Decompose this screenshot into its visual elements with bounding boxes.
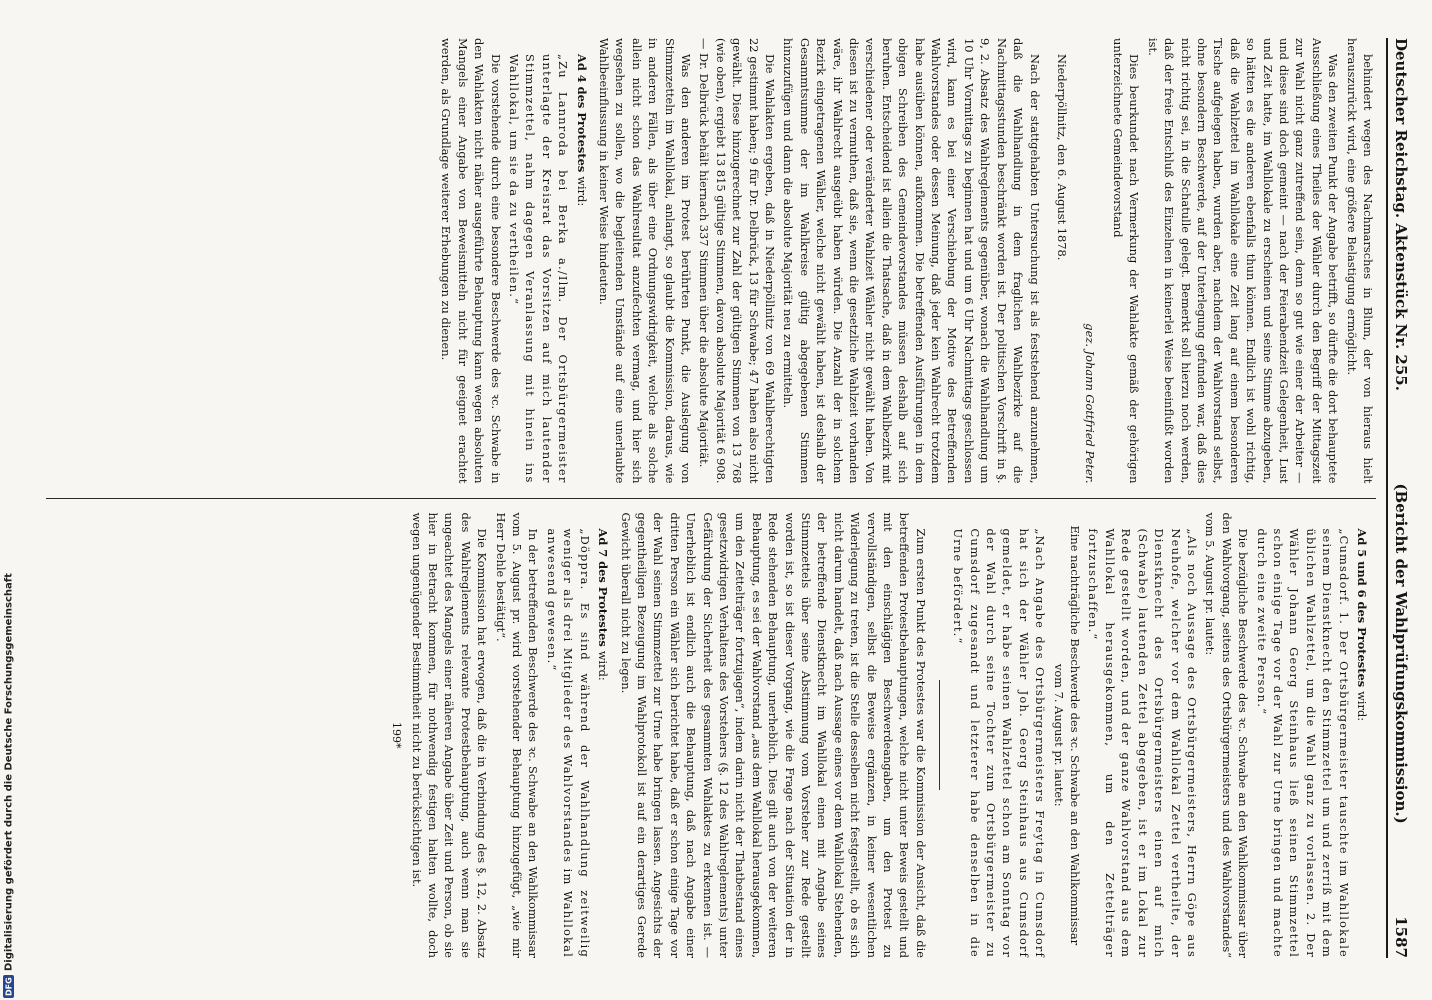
- protest-quote: „Cumsdorf. 1. Der Ortsbürgermeister tauschte im Wahllokale seinem Dienstknecht den Stimmzettel um und zerriß mit dem üblichen Wahlzettel, um die Wahl ganz zu vorlassen. 2. Der Wähler Johann Georg Steinhaus ließ seinen Stimmzettel schon einige Tage vor der Wahl zur Urne bringen und machte durch eine zweite Person.“: [1254, 528, 1351, 958]
- paragraph: Was den anderen im Protest berührten Punkt, die Auslegung von Stimmzetteln im Wahllokal, anlangt, so glaubt die Kommission, daraus, wie in anderen Fällen, als über eine Ordnungswidrigkeit, welche als solche allein nicht schon das Wahlresultat anzufechten vermag, und hier sich wegsehen zu sollen, wo die begleitenden Umstände auf eine unerlaubte Wahlbeeinflussung in keiner Weise hindeuten.: [596, 38, 693, 484]
- protest-quote: „Döppra. Es sind während der Wahlhandlung zeitweilig weniger als drei Mitglieder des Wahlvorstandes im Wahllokal anwesend gewesen.“: [544, 528, 592, 958]
- paragraph: Die Kommission hat erwogen, daß die in Verbindung des §. 12, 2. Absatz des Wahlreglements relevante Protestbehauptung, auch wenn man sie ungeachtet des Mangels einer näheren Angabe über Zeit und Person, ob sie hier in Betracht kommen, für nothwendig festigen halten wollte, doch wegen ungenügender Bestimmtheit nicht zu berücksichtigen ist.: [409, 512, 490, 958]
- paragraph: Was den zweiten Punkt der Angabe betrifft, so dürfte die dort behauptete Ausschließung eines Theiles der Wähler durch den Begriff der Mittagszeit zur Wahl nicht ganz zutreffend sein, denn so gut wie einer der Arbeiter — und diese sind doch gemeint — nach der Feierabendzeit Gelegenheit, Lust und Zeit hatte, im Wahllokale zu erscheinen und seine Stimme abzugeben, so hätten es die anderen ebenfalls thun können. Endlich ist wohl richtig, daß die Wahlzettel im Wahllokale eine Zeit lang auf einem besonderen Tische aufgelegen haben, wurden aber, nachdem der Wahlvorstand selbst, ohne besondern Beschwerde, auf der Unterlegung gefunden war, daß dies nicht richtig sei, in die Schatulle gelegt. Bemerkt soll hierzu noch werden, daß der freie Entschluß des Einzelnen in keinerlei Weise beeinflußt worden ist.: [1145, 38, 1341, 484]
- dfg-logo: DFG: [4, 977, 14, 996]
- header-center: (Bericht der Wahlprüfungskommission.): [1392, 483, 1410, 824]
- paragraph: behindert wegen des Nachmarsches in Blum, der von hieraus hielt herauszurückt wird, eine größere Belastigung ermöglicht.: [1344, 38, 1375, 484]
- left-column: [46, 38, 1376, 498]
- paragraph: Die Wahlakten ergeben, daß in Niederpöllnitz von 69 Wahlberechtigten 22 gestimmt haben; 9 für Dr. Delbrück, 13 für Schwabe; 47 haben also nicht gewählt. Diese hinzugerechnet zur Zahl der gültigen Stimmen von 13 768 (wie oben), ergiebt 13 815 gültige Stimmen, davon absolute Majorität 6 908. — Dr. Delbrück behält hiernach 337 Stimmen über die absolute Majorität.: [697, 38, 778, 484]
- paragraph: Die bezügliche Beschwerde des ꝛc. Schwabe an den Wahlkommissar über den Wahlvorgang, seitens des Ortsbürgermeisters und des Wahlvorstandes“ vom 5. August pr. lautet:: [1203, 512, 1251, 958]
- paragraph: Dies beurkundet nach Vermerkung der Wahlakte gemäß der gehörigen unterzeichnete Gemeindevorstand: [1110, 38, 1142, 484]
- sub-heading: Eine nachträgliche Beschwerde des ꝛc. Schwabe an den Wahlkommissar vom 7. August pr. lautet:: [1051, 525, 1083, 946]
- signature-name: gez. Johann Gottfried Peter.: [1083, 323, 1098, 484]
- digitization-credit: [2, 573, 16, 998]
- section-heading: Ad 5 und 6 des Protestes wird:: [1355, 528, 1369, 722]
- paragraph: Nach der stattgehabten Untersuchung ist als feststehend anzunehmen, daß die Wahlhandlung in dem fraglichen Wahlbezirke auf die Nachmittagsstunden beschränkt worden ist. Der politischen Vorschrift in §. 9, 2. Absatz des Wahlreglements gegenüber, wonach die Wahlhandlung um 10 Uhr Vormittags zu beginnen hat und um 6 Uhr Nachmittags geschlossen wird, kann es bei einer Verschiebung der Motive des Betreffenden Wahlvorstandes oder dessen Meinung, daß jeder kein Wahlrecht trotzdem habe ausüben können, aufkommen. Die betreffenden Ausführungen in dem obigen Schreiben des Gemeindevorstandes müssen deshalb auf sich beruhen. Entscheidend ist allein die Thatsache, daß in dem Wahlbezirk mit verschiedener oder veränderter Wahlzeit Wähler nicht gewählt haben. Von diesen ist zu vermuthen, daß sie, wenn die gesetzliche Wahlzeit vorhanden wäre, ihr Wahlrecht ausgeübt haben würden. Die Anzahl der in solchem Bezirk eingetragenen Wähler, welche nicht gewählt haben, ist deshalb der Gesammtsumme der im Wahlkreise gültig abgegebenen Stimmen hinzuzufügen und dann die absolute Majorität neu zu ermitteln.: [781, 38, 1042, 484]
- protest-quote: „Als noch Aussage des Ortsbürgermeisters, Herrn Göpe aus Neuhofe, welcher vor dem Wahllokal Zettel vertheilte, der Dienstknecht des Ortsbürgermeisters einen auf mich (Schwabe) lautenden Zettel abgegeben, ist er im Lokal zur Rede gestellt worden, und der ganze Wahlvorstand aus dem Wahllokal herausgekommen, um den Zettelträger fortzuschaffen.“: [1086, 528, 1199, 958]
- section-heading: Ad 7 des Protestes wird:: [596, 528, 611, 681]
- credit-text: Digitalisierung gefördert durch die Deutsche Forschungsgemeinschaft: [3, 573, 15, 972]
- page-header: [1386, 38, 1410, 958]
- divider: [939, 680, 940, 790]
- right-column: [46, 498, 1376, 959]
- paragraph: Die vorstehende durch eine besondere Beschwerde des ꝛc. Schwabe in den Wahlakten nicht näher ausgeführte Behauptung kann wegen absoluten Mangels einer Angabe von Beweismitteln nicht für geeignet erachtet werden, als Grundlage weiterer Erhebungen zu dienen.: [439, 38, 503, 484]
- signature-place: Niederpöllnitz, den 6. August 1878.: [1055, 54, 1070, 261]
- section-heading: Ad 4 des Protestes wird:: [574, 54, 589, 207]
- protest-quote: „Zu Lannroda bei Berka a./Ilm. Der Ortsbürgermeister unterlagte der Kreisrat das Vorsitzen auf mich lautender Stimmzettel, nahm dagegen Veranlassung mit hinein ins Wahllokal, um sie da zu vertheilen.“: [506, 54, 571, 484]
- paragraph: Zum ersten Punkt des Protestes war die Kommission der Ansicht, daß die betreffenden Protestbehauptungen, welche nicht unter Beweis gestellt und mit den einschlägigen Beschwerdeangaben, um den Protest zu vervollständigen, selbst die Beweise ergänzen, in keiner wesentlichen Widerlegung zu treten, ist die Stelle desselben nicht festgestellt, ob es sich nicht darum handelt, daß nach Aussage eines vor dem Wahllokal Stehenden, der betreffende Dienstknecht im Wahllokal einen mit Angabe seines Stimmzettels über seine Abstimmung vom Vorsteher zur Rede gestellt worden ist, so ist dieser Vorgang, wie die Frage nach der Situation der in Rede stehenden Behauptung, unerheblich. Dies gilt auch von der weiteren Behauptung, es sei der Wahlvorstand „aus dem Wahllokal herausgekommen, um den Zettelträger fortzujagen“, indem darin nicht der Thatbestand eines gesetzwidrigen Verhaltens des Vorstehers (§. 12 des Wahlreglements) unter Gefährdung der Sicherheit des gesammten Wahlaktes zu erkennen ist. — Unerheblich ist endlich auch die Behauptung, daß nach Angabe einer dritten Person ein Wähler sich berichtet habe, daß er schon einige Tage vor der Wahl seinen Stimmzettel zur Urne habe bringen lassen. Angesichts der gegentheiligen Bezeugung im Wahlprotokoll ist auf ein derartiges Gerede Gewicht überall nicht zu legen.: [618, 512, 928, 958]
- protest-quote: „Nach Angabe des Ortsbürgermeisters Freytag in Cumsdorf hat sich der Wähler Joh. Georg Steinhaus aus Cumsdorf gemeldet, er habe seinen Wahlzettel schon am Sonntag vor der Wahl durch seine Tochter zum Ortsbürgermeister zu Cumsdorf zugesandt und letzterer habe denselben in die Urne befördert.“: [951, 528, 1048, 958]
- paragraph: In der betreffenden Beschwerde des ꝛc. Schwabe an den Wahlkommissar vom 5. August pr. wird vorstehender Behauptung hinzugefügt, „wie mir Herr Dehle bestätigt“.: [493, 512, 541, 958]
- header-page-number: 1587: [1392, 916, 1410, 958]
- header-left: Deutscher Reichstag. Aktenstück Nr. 255.: [1392, 38, 1410, 391]
- page-marker: 199*: [390, 722, 404, 749]
